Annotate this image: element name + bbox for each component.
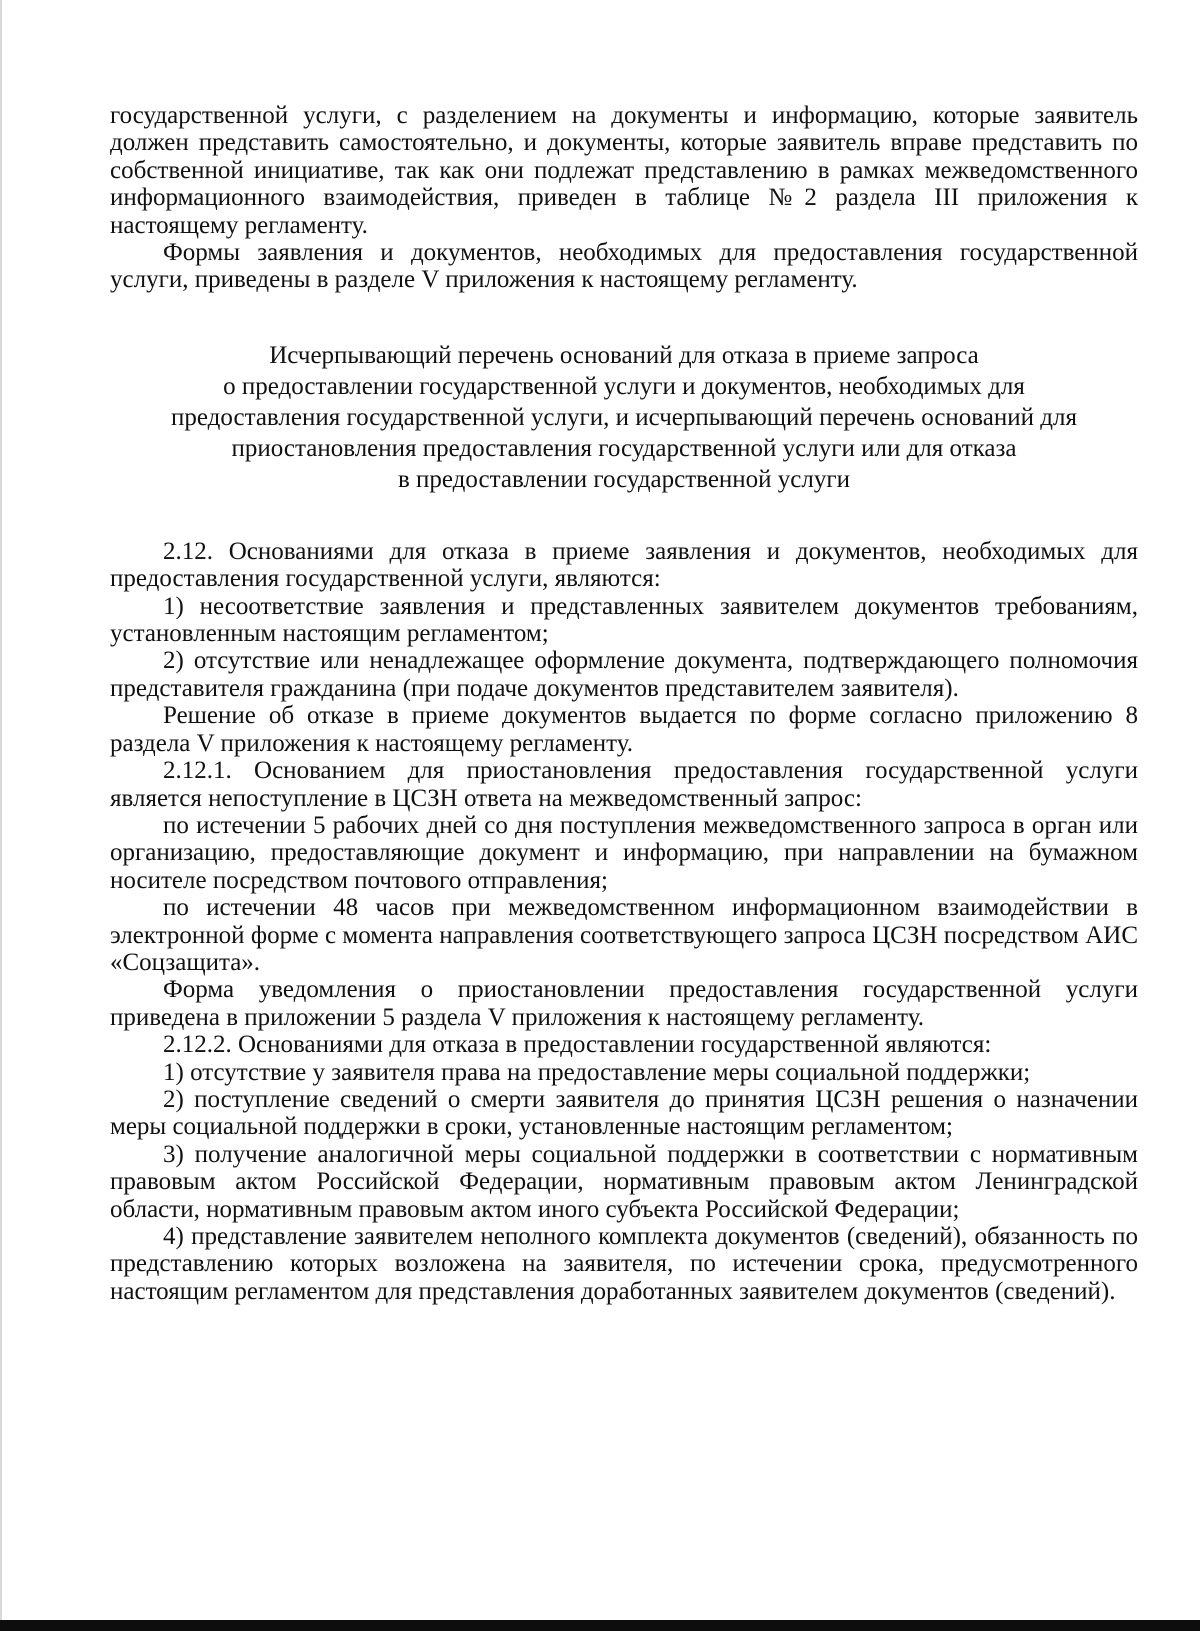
heading-line: о предоставлении государственной услуги и документов, необходимых для xyxy=(223,372,1025,400)
document-body xyxy=(110,102,1138,1305)
paragraph-forms: Формы заявления и документов, необходимых для предоставления государственной услуги, приведены в разделе V приложения к настоящему регламенту. xyxy=(110,239,1138,294)
heading-line: приостановления предоставления государственной услуги или для отказа xyxy=(231,434,1017,462)
section-heading xyxy=(110,340,1138,495)
paragraph-2-12-item-2: 2) отсутствие или ненадлежащее оформление документа, подтверждающего полномочия представителя гражданина (при подаче документов представителем заявителя). xyxy=(110,647,1138,702)
paragraph-5-days: по истечении 5 рабочих дней со дня поступления межведомственного запроса в орган или организацию, предоставляющие документ и информацию, при направлении на бумажном носителе посредством почтового отправления; xyxy=(110,811,1138,894)
paragraph-2-12-2-item-3: 3) получение аналогичной меры социальной поддержки в соответствии с нормативным правовым актом Российской Федерации, нормативным правовым актом Ленинградской области, нормативным правовым актом иного субъекта Российской Федерации; xyxy=(110,1140,1138,1223)
paragraph-refusal-decision: Решение об отказе в приеме документов выдается по форме согласно приложению 8 раздела V приложения к настоящему регламенту. xyxy=(110,702,1138,757)
heading-line: Исчерпывающий перечень оснований для отказа в приеме запроса xyxy=(269,341,979,369)
paragraph-2-12-2: 2.12.2. Основаниями для отказа в предоставлении государственной являются: xyxy=(163,1031,992,1059)
paragraph-2-12-item-1: 1) несоответствие заявления и представленных заявителем документов требованиям, установленным настоящим регламентом; xyxy=(110,592,1138,648)
scan-left-edge xyxy=(0,0,2,1631)
paragraph-2-12: 2.12. Основаниями для отказа в приеме заявления и документов, необходимых для предоставления государственной услуги, являются: xyxy=(110,537,1138,593)
paragraph-48-hours: по истечении 48 часов при межведомственном информационном взаимодействии в электронной форме с момента направления соответствующего запроса ЦСЗН посредством АИС «Соцзащита». xyxy=(110,894,1138,976)
paragraph-2-12-1: 2.12.1. Основанием для приостановления предоставления государственной услуги является непоступление в ЦСЗН ответа на межведомственный запрос: xyxy=(110,757,1138,812)
heading-line: предоставления государственной услуги, и исчерпывающий перечень оснований для xyxy=(171,403,1077,431)
paragraph-2-12-2-item-2: 2) поступление сведений о смерти заявителя до принятия ЦСЗН решения о назначении меры социальной поддержки в сроки, установленные настоящим регламентом; xyxy=(110,1085,1138,1141)
heading-line: в предоставлении государственной услуги xyxy=(397,465,851,493)
paragraph-continuation: государственной услуги, с разделением на документы и информацию, которые заявитель должен представить самостоятельно, и документы, которые заявитель вправе представить по собственной инициативе, так как они подлежат представлению в рамках межведомственного информационного взаимодействия, приведен в таблице №2 раздела III приложения к настоящему регламенту. xyxy=(110,102,1138,239)
paragraph-2-12-2-item-4: 4) представление заявителем неполного комплекта документов (сведений), обязанность по представлению которых возложена на заявителя, по истечении срока, предусмотренного настоящим регламентом для представления доработанных заявителем документов (сведений). xyxy=(110,1223,1138,1305)
scan-bottom-border xyxy=(0,1620,1200,1631)
paragraph-suspension-form: Форма уведомления о приостановлении предоставления государственной услуги приведена в приложении 5 раздела V приложения к настоящему регламенту. xyxy=(110,976,1138,1031)
paragraph-2-12-2-item-1: 1) отсутствие у заявителя права на предоставление меры социальной поддержки; xyxy=(163,1058,1031,1086)
